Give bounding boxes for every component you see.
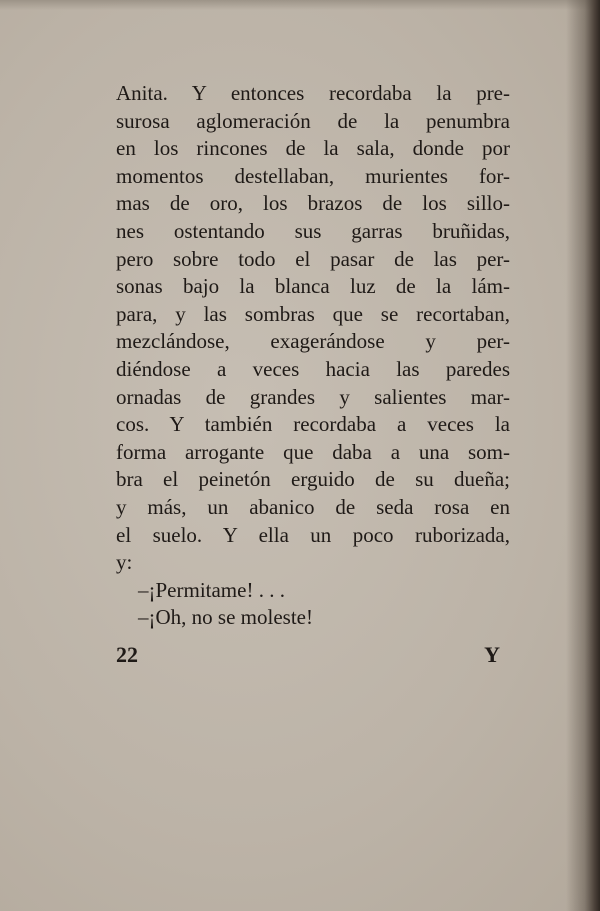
- spine-shadow: [566, 0, 600, 911]
- text-line: momentos destellaban, murientes for-: [116, 163, 510, 188]
- text-line: el suelo. Y ella un poco ruborizada,: [116, 522, 510, 547]
- text-line: para, y las sombras que se recortaban,: [116, 301, 510, 326]
- text-line: diéndose a veces hacia las paredes: [116, 356, 510, 381]
- text-line: mas de oro, los brazos de los sillo-: [116, 191, 510, 216]
- text-line: bra el peinetón erguido de su dueña;: [116, 467, 510, 492]
- text-line: en los rincones de la sala, donde por: [116, 136, 510, 161]
- text-line: mezclándose, exagerándose y per-: [116, 329, 510, 354]
- page-text: [116, 80, 510, 632]
- text-line: ornadas de grandes y salientes mar-: [116, 384, 510, 409]
- text-line: y más, un abanico de seda rosa en: [116, 494, 510, 519]
- text-line: cos. Y también recordaba a veces la: [116, 412, 510, 437]
- text-line: Anita. Y entonces recordaba la pre-: [116, 81, 510, 105]
- page-top-edge: [0, 0, 600, 10]
- text-line: nes ostentando sus garras bruñidas,: [116, 218, 510, 243]
- page-number: 22: [116, 642, 138, 667]
- text-line: sonas bajo la blanca luz de la lám-: [116, 274, 510, 299]
- text-line: pero sobre todo el pasar de las per-: [116, 246, 510, 271]
- text-line: forma arrogante que daba a una som-: [116, 439, 510, 464]
- dialogue-line: –¡Oh, no se moleste!: [138, 605, 313, 630]
- text-line: surosa aglomeración de la penumbra: [116, 108, 510, 133]
- signature-mark: Y: [484, 642, 500, 667]
- dialogue-line: –¡Permitame! . . .: [138, 577, 285, 602]
- text-line: y:: [116, 550, 133, 575]
